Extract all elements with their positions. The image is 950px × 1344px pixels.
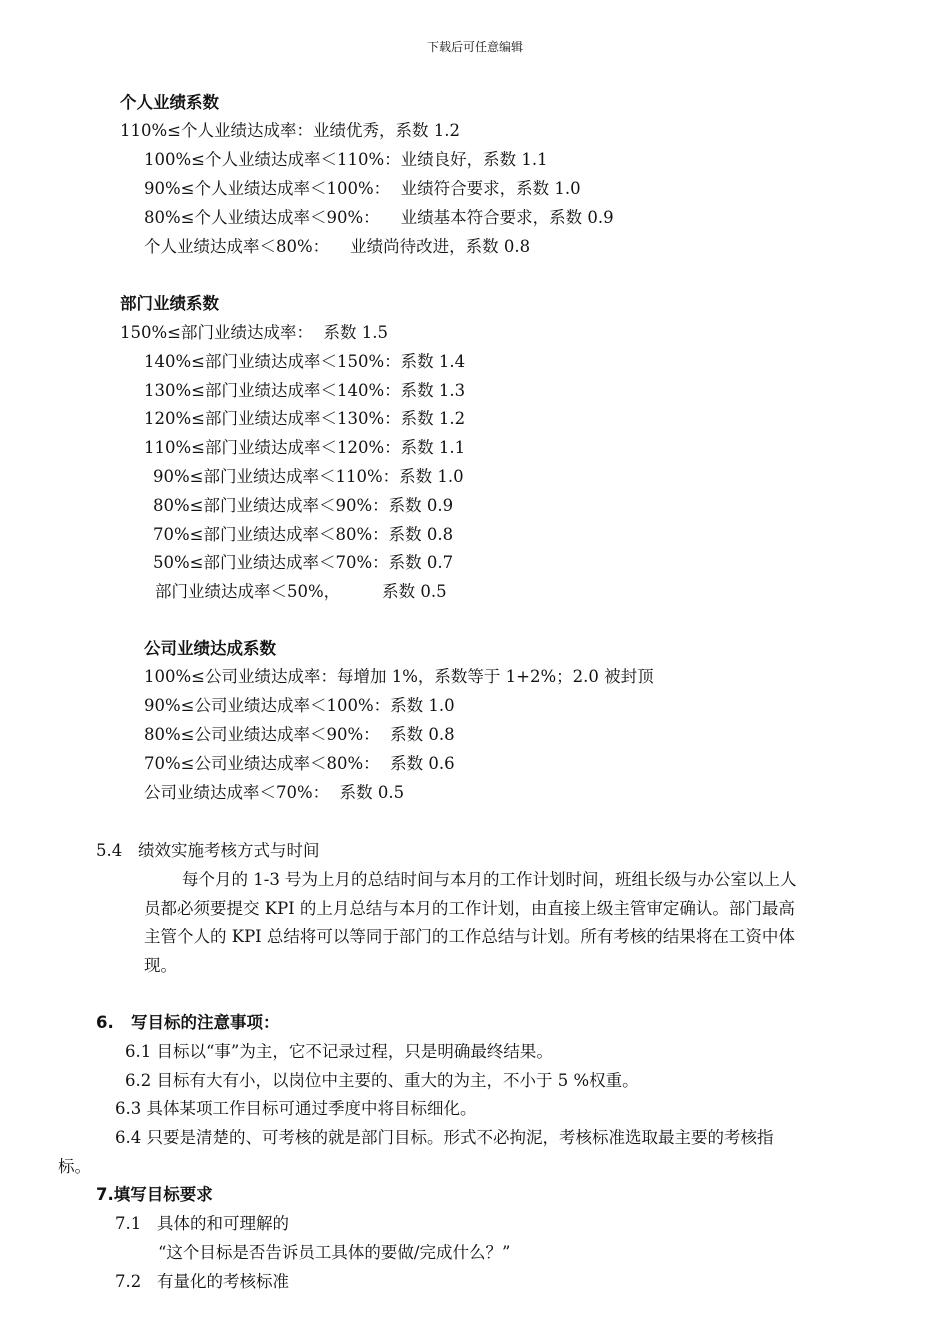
department-line: 70%≤部门业绩达成率＜80%：系数 0.8 bbox=[153, 525, 454, 544]
company-line: 公司业绩达成率＜70%： 系数 0.5 bbox=[144, 783, 405, 802]
personal-line: 90%≤个人业绩达成率＜100%： 业绩符合要求，系数 1.0 bbox=[144, 179, 581, 198]
department-line: 120%≤部门业绩达成率＜130%：系数 1.2 bbox=[144, 409, 466, 428]
section-6-heading: 6. 写目标的注意事项： bbox=[96, 1013, 280, 1032]
section-5-4-paragraph: 主管个人的 KPI 总结将可以等同于部门的工作总结与计划。所有考核的结果将在工资中体 bbox=[144, 927, 795, 946]
personal-line: 100%≤个人业绩达成率＜110%：业绩良好，系数 1.1 bbox=[144, 150, 548, 169]
company-line: 70%≤公司业绩达成率＜80%： 系数 0.6 bbox=[144, 754, 455, 773]
section-6-item: 6.3 具体某项工作目标可通过季度中将目标细化。 bbox=[115, 1099, 477, 1118]
section-7-item: 7.2 有量化的考核标准 bbox=[115, 1272, 289, 1291]
section-5-4-paragraph: 员都必须要提交 KPI 的上月总结与本月的工作计划，由直接上级主管审定确认。部门最高 bbox=[144, 899, 795, 918]
department-line: 130%≤部门业绩达成率＜140%：系数 1.3 bbox=[144, 381, 466, 400]
page-header: 下载后可任意编辑 bbox=[426, 40, 523, 54]
section-6-item: 6.1 目标以“事”为主，它不记录过程，只是明确最终结果。 bbox=[125, 1042, 553, 1061]
company-line: 90%≤公司业绩达成率＜100%：系数 1.0 bbox=[144, 696, 455, 715]
section-6-item: 6.2 目标有大有小，以岗位中主要的、重大的为主，不小于 5 %权重。 bbox=[125, 1071, 639, 1090]
section-7-item: “这个目标是否告诉员工具体的要做/完成什么？” bbox=[158, 1243, 511, 1262]
department-line: 80%≤部门业绩达成率＜90%：系数 0.9 bbox=[153, 496, 454, 515]
company-title: 公司业绩达成系数 bbox=[144, 639, 276, 658]
personal-line: 80%≤个人业绩达成率＜90%： 业绩基本符合要求，系数 0.9 bbox=[144, 208, 614, 227]
personal-line: 个人业绩达成率＜80%： 业绩尚待改进，系数 0.8 bbox=[144, 237, 531, 256]
department-line: 部门业绩达成率＜50%， 系数 0.5 bbox=[155, 582, 447, 601]
section-5-4-paragraph: 每个月的 1-3 号为上月的总结时间与本月的工作计划时间，班组长级与办公室以上人 bbox=[182, 870, 797, 889]
section-5-4-paragraph: 现。 bbox=[144, 956, 177, 975]
department-line: 150%≤部门业绩达成率： 系数 1.5 bbox=[120, 323, 388, 342]
personal-line: 110%≤个人业绩达成率：业绩优秀，系数 1.2 bbox=[120, 121, 460, 140]
department-line: 90%≤部门业绩达成率＜110%：系数 1.0 bbox=[153, 467, 464, 486]
section-6-item: 6.4 只要是清楚的、可考核的就是部门目标。形式不必拘泥，考核标准选取最主要的考核指 bbox=[115, 1128, 774, 1147]
section-6-item: 标。 bbox=[58, 1157, 91, 1176]
personal-title: 个人业绩系数 bbox=[120, 93, 219, 112]
department-line: 110%≤部门业绩达成率＜120%：系数 1.1 bbox=[144, 438, 466, 457]
section-7-item: 7.1 具体的和可理解的 bbox=[115, 1214, 289, 1233]
company-line: 80%≤公司业绩达成率＜90%： 系数 0.8 bbox=[144, 725, 455, 744]
department-line: 50%≤部门业绩达成率＜70%：系数 0.7 bbox=[153, 553, 454, 572]
department-line: 140%≤部门业绩达成率＜150%：系数 1.4 bbox=[144, 352, 466, 371]
section-5-4-heading: 5.4 绩效实施考核方式与时间 bbox=[96, 841, 320, 860]
department-title: 部门业绩系数 bbox=[120, 294, 219, 313]
company-line: 100%≤公司业绩达成率：每增加 1%，系数等于 1+2%；2.0 被封顶 bbox=[144, 667, 654, 686]
section-7-heading: 7.填写目标要求 bbox=[96, 1185, 213, 1204]
